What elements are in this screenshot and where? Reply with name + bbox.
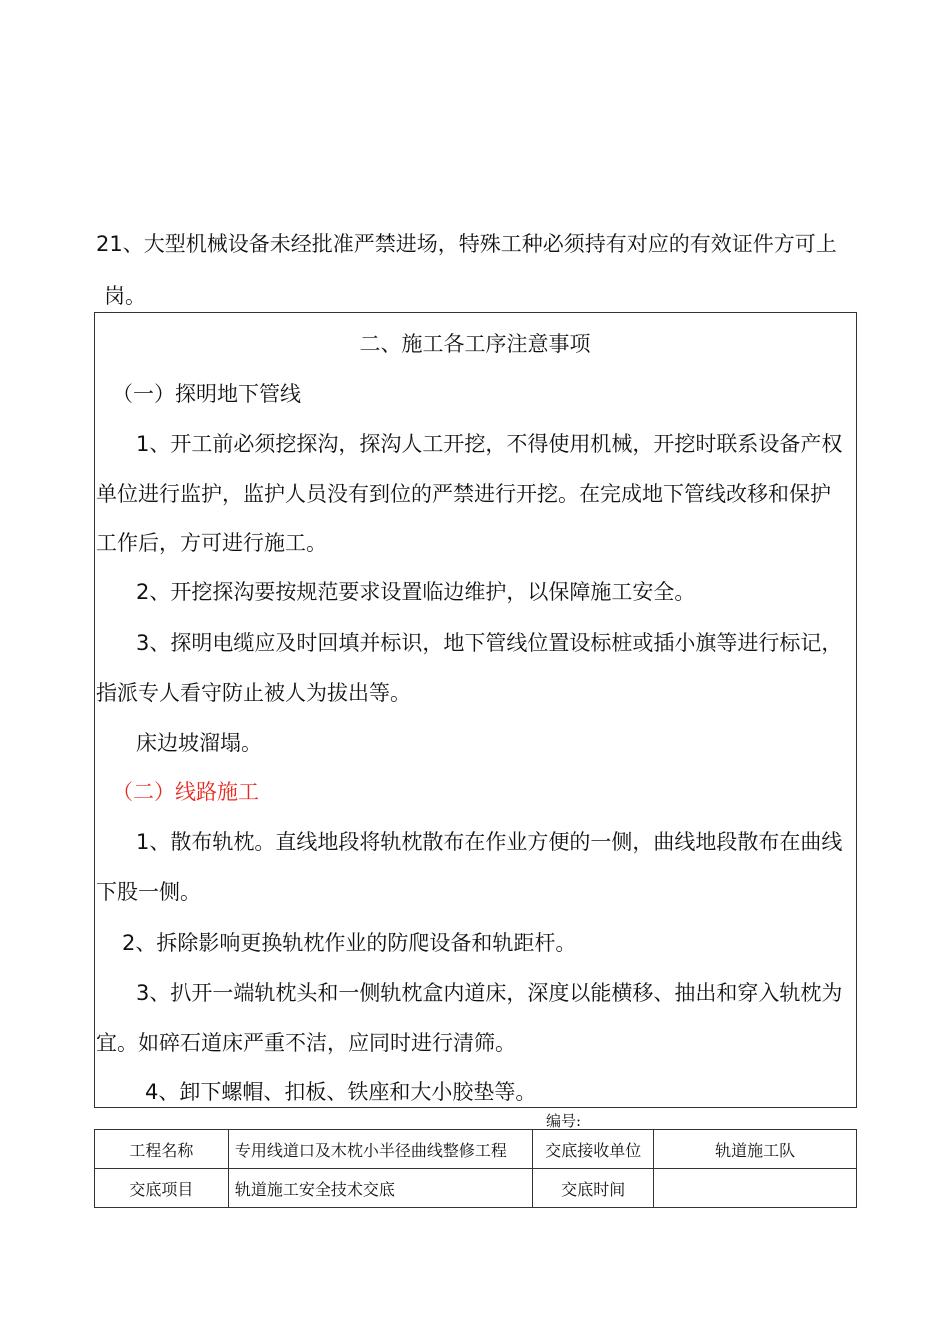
table-row — [95, 1130, 857, 1169]
project-name-label: 工程名称 — [95, 1130, 229, 1169]
s2-p1-line-2: 下股一侧。 — [96, 880, 201, 904]
s1-p4: 床边坡溜塌。 — [136, 731, 262, 755]
s2-p3-line-2: 宜。如碎石道床严重不洁，应同时进行清筛。 — [96, 1031, 516, 1055]
s1-p1-line-1: 1、开工前必须挖探沟，探沟人工开挖，不得使用机械，开挖时联系设备产权 — [136, 432, 843, 456]
handover-time-label: 交底时间 — [533, 1169, 654, 1208]
table-row — [95, 1169, 857, 1208]
s1-p1-line-2: 单位进行监护，监护人员没有到位的严禁进行开挖。在完成地下管线改移和保护 — [96, 482, 831, 506]
subsection-1-title: （一）探明地下管线 — [112, 382, 301, 406]
handover-item-value: 轨道施工安全技术交底 — [228, 1169, 533, 1208]
s1-p1-line-3: 工作后，方可进行施工。 — [96, 531, 327, 555]
s1-p3-line-2: 指派专人看守防止被人为拔出等。 — [96, 681, 411, 705]
handover-info-table — [94, 1129, 857, 1208]
subsection-2-title: （二）线路施工 — [112, 780, 259, 804]
s2-p3-line-1: 3、扒开一端轨枕头和一侧轨枕盒内道床，深度以能横移、抽出和穿入轨枕为 — [136, 981, 843, 1005]
intro-line-1: 21、大型机械设备未经批准严禁进场，特殊工种必须持有对应的有效证件方可上 — [96, 232, 837, 256]
s2-p2: 2、拆除影响更换轨枕作业的防爬设备和轨距杆。 — [122, 931, 577, 955]
intro-line-2: 岗。 — [104, 284, 146, 308]
s2-p1-line-1: 1、散布轨枕。直线地段将轨枕散布在作业方便的一侧，曲线地段散布在曲线 — [136, 830, 843, 854]
s1-p3-line-1: 3、探明电缆应及时回填并标识，地下管线位置设标桩或插小旗等进行标记， — [136, 631, 843, 655]
section-heading: 二、施工各工序注意事项 — [359, 332, 591, 356]
receiving-unit-label: 交底接收单位 — [533, 1130, 654, 1169]
handover-time-value — [654, 1169, 857, 1208]
project-name-value: 专用线道口及木枕小半径曲线整修工程 — [228, 1130, 533, 1169]
receiving-unit-value: 轨道施工队 — [654, 1130, 857, 1169]
s2-p4: 4、卸下螺帽、扣板、铁座和大小胶垫等。 — [145, 1080, 537, 1104]
handover-item-label: 交底项目 — [95, 1169, 229, 1208]
s1-p2: 2、开挖探沟要按规范要求设置临边维护，以保障施工安全。 — [136, 580, 696, 604]
document-number-label: 编号: — [546, 1112, 582, 1130]
